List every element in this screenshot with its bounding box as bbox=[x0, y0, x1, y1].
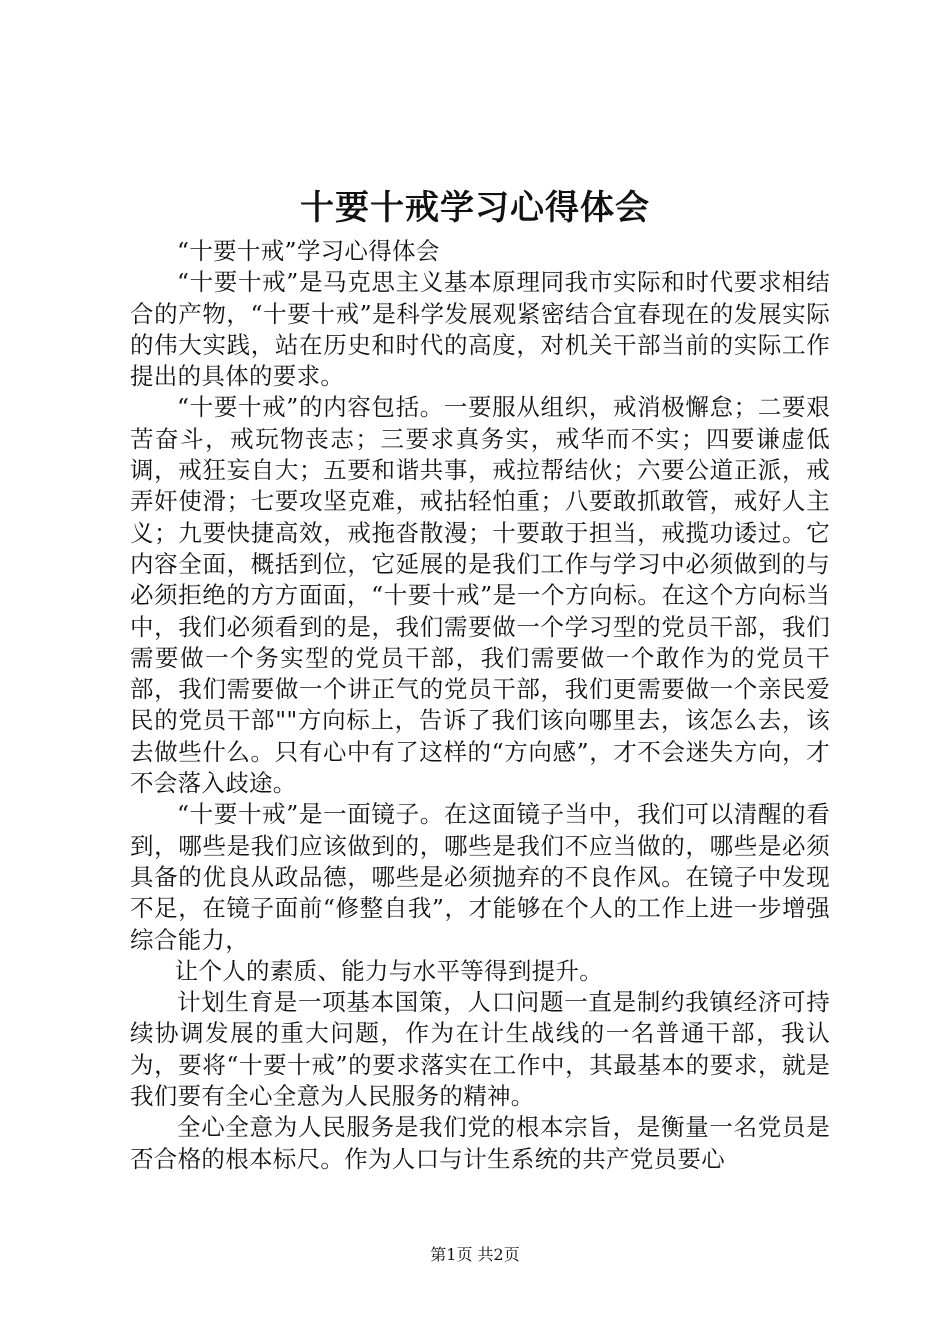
paragraph: 计划生育是一项基本国策，人口问题一直是制约我镇经济可持续协调发展的重大问题，作为在计生战线的一名普通干部，我认为，要将“十要十戒”的要求落实在工作中，其最基本的要求，就是我们要有全心全意为人民服务的精神。 bbox=[130, 988, 830, 1111]
document-body bbox=[130, 236, 830, 1175]
paragraph: “十要十戒”是马克思主义基本原理同我市实际和时代要求相结合的产物，“十要十戒”是科学发展观紧密结合宜春现在的发展实际的伟大实践，站在历史和时代的高度，对机关干部当前的实际工作提出的具体的要求。 bbox=[130, 268, 830, 391]
paragraph: “十要十戒”的内容包括。一要服从组织，戒消极懈怠；二要艰苦奋斗，戒玩物丧志；三要求真务实，戒华而不实；四要谦虚低调，戒狂妄自大；五要和谐共事，戒拉帮结伙；六要公道正派，戒弄奸使滑；七要攻坚克难，戒拈轻怕重；八要敢抓敢管，戒好人主义；九要快捷高效，戒拖沓散漫；十要敢于担当，戒揽功诿过。它内容全面，概括到位，它延展的是我们工作与学习中必须做到的与必须拒绝的方方面面，“十要十戒”是一个方向标。在这个方向标当中，我们必须看到的是，我们需要做一个学习型的党员干部，我们需要做一个务实型的党员干部，我们需要做一个敢作为的党员干部，我们需要做一个讲正气的党员干部，我们更需要做一个亲民爱民的党员干部""方向标上，告诉了我们该向哪里去，该怎么去，该去做些什么。只有心中有了这样的“方向感”，才不会迷失方向，才不会落入歧途。 bbox=[130, 393, 830, 798]
paragraph: 全心全意为人民服务是我们党的根本宗旨，是衡量一名党员是否合格的根本标尺。作为人口与计生系统的共产党员要心 bbox=[130, 1113, 830, 1173]
paragraph-heading: “十要十戒”学习心得体会 bbox=[177, 237, 440, 265]
paragraph: “十要十戒”是一面镜子。在这面镜子当中，我们可以清醒的看到，哪些是我们应该做到的，哪些是我们不应当做的，哪些是必须具备的优良从政品德，哪些是必须抛弃的不良作风。在镜子中发现不足，在镜子面前“修整自我”，才能够在个人的工作上进一步增强综合能力， bbox=[130, 800, 830, 954]
page-number-footer: 第1页 共2页 bbox=[430, 1245, 520, 1264]
document-title: 十要十戒学习心得体会 bbox=[300, 188, 650, 228]
paragraph: 让个人的素质、能力与水平等得到提升。 bbox=[174, 956, 604, 985]
